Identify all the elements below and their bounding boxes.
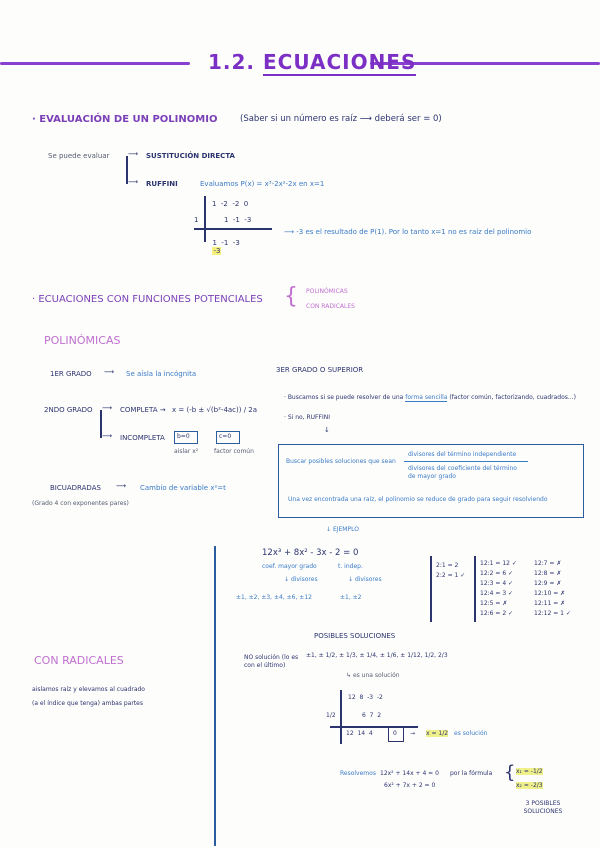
incompleta-label: INCOMPLETA — [120, 434, 165, 442]
eval-arrow-2: ⟶ — [128, 178, 139, 186]
grado2-arrow: ⟶ — [102, 404, 113, 412]
ruffini2-row-1: 12 8 -3 -2 — [348, 694, 383, 701]
grado2-label: 2NDO GRADO — [44, 406, 93, 414]
ruffini2-row-2: 6 7 2 — [362, 712, 382, 719]
no-sol-note: NO solución (lo es con el último) — [244, 654, 299, 669]
posibles-heading: POSIBLES SOLUCIONES — [314, 632, 396, 640]
check-row: 12:8 = ✗ — [534, 570, 562, 577]
x-sol-note: es solución — [454, 730, 488, 737]
b0-label: b=0 — [177, 433, 190, 440]
frac-den: divisores del coeficiente del término de mayor grado — [408, 465, 517, 480]
frac-bar — [404, 461, 528, 462]
check-row: 12:2 = 6 ✓ — [480, 570, 514, 577]
ruffini2-row-3: 12 14 4 — [346, 730, 373, 737]
ruffini2-hline — [330, 726, 418, 728]
grado2-arrow-2: ⟶ — [102, 432, 113, 440]
resolvemos: Resolvemos — [340, 770, 376, 777]
grado1-label: 1ER GRADO — [50, 370, 92, 378]
x-sol-arrow: → — [410, 730, 416, 737]
funcs-heading: · ECUACIONES CON FUNCIONES POTENCIALES — [32, 294, 263, 305]
ruffini2-vline — [340, 690, 342, 744]
check-row: 12:4 = 3 ✓ — [480, 590, 514, 597]
mini-2: 2:2 = 1 ✓ — [436, 572, 466, 579]
eq2b: 6x² + 7x + 2 = 0 — [384, 782, 436, 789]
sol-1: x₁ = -1/2 — [516, 768, 543, 775]
page-title — [208, 50, 416, 74]
eval-direct: SUSTITUCIÓN DIRECTA — [146, 152, 235, 160]
eq2a: 12x² + 14x + 4 = 0 — [380, 770, 439, 777]
check-row: 12:7 = ✗ — [534, 560, 562, 567]
ruffini-result: -3 — [213, 247, 221, 255]
bicuadradas-label: BICUADRADAS — [50, 484, 101, 492]
ruffini-vline — [204, 196, 206, 242]
eval-evaluamos: Evaluamos P(x) = x³-2x²-2x en x=1 — [200, 180, 325, 188]
sols-bracket: { — [504, 762, 516, 783]
eval-intro: Se puede evaluar — [48, 152, 110, 160]
bicuadradas-desc: Cambio de variable x²=t — [140, 484, 226, 492]
ruffini-row-1: 1 -2 -2 0 — [212, 200, 249, 208]
box-line-1: Buscar posibles soluciones que sean — [286, 458, 396, 465]
es-sol-note: ↳ es una solución — [346, 672, 400, 679]
x-sol: x = 1/2 — [426, 730, 449, 737]
div-note-2: ↓ divisores — [348, 576, 382, 583]
c0-label: c=0 — [219, 433, 232, 440]
completa-label: COMPLETA → — [120, 406, 166, 414]
lead-note: coef. mayor grado — [262, 563, 317, 570]
check-row: 12:11 = ✗ — [534, 600, 566, 607]
grado1-desc: Se aísla la incógnita — [126, 370, 197, 378]
div-indep: ±1, ±2 — [340, 594, 362, 601]
eval-arrow-1: ⟶ — [128, 150, 139, 158]
title-rule-left — [0, 62, 190, 65]
radicales-heading: CON RADICALES — [34, 654, 124, 667]
div-lead: ±1, ±2, ±3, ±4, ±6, ±12 — [236, 594, 312, 601]
check-row: 12:1 = 12 ✓ — [480, 560, 517, 567]
example-equation: 12x³ + 8x² - 3x - 2 = 0 — [262, 548, 359, 558]
tercer-heading: 3ER GRADO O SUPERIOR — [276, 366, 364, 374]
ruffini2-zero: 0 — [393, 730, 397, 737]
tercer-step1: · Buscamos si se puede resolver de una forma sencilla (factor común, factorizando, cuadrados...) — [284, 394, 576, 401]
b0-note: aislar x² — [174, 448, 199, 455]
frac-num: divisores del término independiente — [408, 451, 517, 458]
ruffini-divisor: 1 — [194, 216, 199, 224]
tercer-step2: · Si no, RUFFINI — [284, 414, 330, 421]
sols-note: 3 POSIBLES SOLUCIONES — [523, 800, 563, 815]
check-row: 12:6 = 2 ✓ — [480, 610, 514, 617]
checks-line-1 — [430, 556, 432, 622]
c0-note: factor común — [214, 448, 254, 455]
eval-heading: · EVALUACIÓN DE UN POLINOMIO — [32, 114, 218, 125]
tercer-down-arrow: ↓ — [324, 426, 330, 434]
eval-conclusion: ⟶ -3 es el resultado de P(1). Por lo tanto x=1 no es raíz del polinomio — [284, 228, 532, 236]
div-note-1: ↓ divisores — [284, 576, 318, 583]
bicuadradas-note: (Grado 4 con exponentes pares) — [32, 500, 129, 507]
indep-note: t. indep. — [338, 563, 363, 570]
eval-ruffini: RUFFINI — [146, 180, 178, 188]
sol-2: x₂ = -2/3 — [516, 782, 543, 789]
checks-line-2 — [474, 556, 476, 622]
ruffini2-divisor: 1/2 — [326, 712, 336, 719]
check-row: 12:3 = 4 ✓ — [480, 580, 514, 587]
check-row: 12:10 = ✗ — [534, 590, 566, 597]
check-row: 12:5 = ✗ — [480, 600, 508, 607]
eval-note: (Saber si un número es raíz ⟶ deberá ser = 0) — [240, 114, 442, 124]
bicuadradas-arrow: ⟶ — [116, 482, 127, 490]
title-text: ECUACIONES — [263, 50, 417, 74]
funcs-bracket: { — [284, 284, 298, 309]
funcs-opt-rad: CON RADICALES — [306, 303, 355, 310]
title-number: 1.2. — [208, 50, 256, 74]
example-left-rule — [214, 546, 216, 846]
ruffini-row-3: 1 -1 -3 -3 — [212, 239, 240, 255]
poly-heading: POLINÓMICAS — [44, 334, 121, 347]
grado1-arrow: ⟶ — [104, 368, 115, 376]
radicales-line-2: (a el índice que tenga) ambas partes — [32, 700, 143, 707]
ruffini-hline — [194, 228, 272, 230]
quadratic-formula: x = (-b ± √(b²-4ac)) / 2a — [172, 406, 258, 414]
formula-ref: por la fórmula — [450, 770, 493, 777]
candidates: ±1, ± 1/2, ± 1/3, ± 1/4, ± 1/6, ± 1/12, 1/2, 2/3 — [306, 652, 448, 659]
example-label: ↓ EJEMPLO — [326, 526, 359, 533]
radicales-line-1: aislamos raíz y elevamos al cuadrado — [32, 686, 145, 693]
check-row: 12:9 = ✗ — [534, 580, 562, 587]
ruffini-row-2: 1 -1 -3 — [224, 216, 252, 224]
mini-1: 2:1 = 2 — [436, 562, 459, 569]
funcs-opt-poly: POLINÓMICAS — [306, 288, 348, 295]
box-line-2: Una vez encontrada una raíz, el polinomio se reduce de grado para seguir resolviendo — [288, 496, 548, 503]
check-row: 12:12 = 1 ✓ — [534, 610, 571, 617]
